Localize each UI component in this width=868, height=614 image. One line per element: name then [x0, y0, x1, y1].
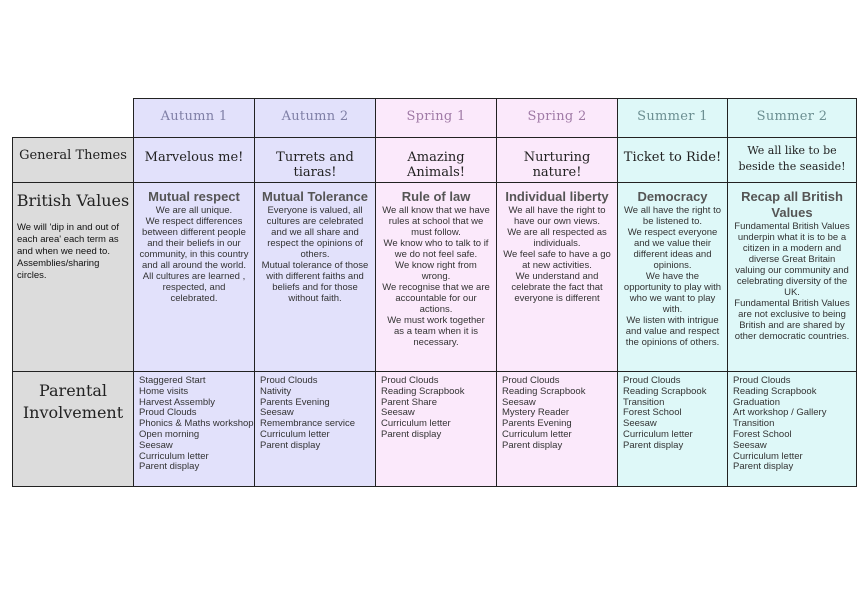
term-header-row — [13, 99, 857, 138]
parental-item: Reading Scrapbook — [502, 385, 586, 397]
parental-item: Nativity — [260, 385, 292, 397]
parental-item: Parent display — [623, 439, 684, 451]
term-summer-2: Summer 2 — [756, 109, 828, 124]
parental-item: Open morning — [139, 428, 200, 440]
parental-item: Proud Clouds — [139, 407, 197, 419]
parental-item: Parent Share — [381, 396, 437, 408]
parental-item: Proud Clouds — [733, 375, 791, 386]
parental-list-summer-1 — [618, 372, 727, 452]
parental-item: Seesaw — [139, 439, 173, 451]
parental-item: Curriculum letter — [502, 428, 572, 440]
parental-item: Harvest Assembly — [139, 396, 216, 408]
general-themes-row — [13, 138, 857, 183]
theme-autumn-1: Marvelous me! — [144, 150, 244, 165]
term-spring-1: Spring 1 — [406, 109, 466, 124]
term-spring-2: Spring 2 — [527, 109, 587, 124]
parental-item: Proud Clouds — [260, 375, 318, 386]
parental-item: Curriculum letter — [381, 418, 451, 430]
parental-list-summer-2 — [728, 372, 856, 473]
parental-item: Graduation — [733, 396, 781, 408]
parental-involvement-row — [13, 372, 857, 487]
theme-spring-1: Amazing Animals! — [406, 150, 466, 180]
parental-item: Parent display — [502, 439, 563, 451]
british-values-row — [13, 183, 857, 372]
parental-item: Curriculum letter — [139, 450, 209, 462]
parental-item: Parent display — [381, 428, 442, 440]
term-autumn-2: Autumn 2 — [281, 109, 349, 124]
parental-item: Parents Evening — [502, 418, 572, 430]
value-title-autumn-1: Mutual respect — [148, 189, 240, 204]
parental-item: Parents Evening — [260, 396, 330, 408]
value-title-spring-1: Rule of law — [401, 189, 471, 204]
value-body-spring-1: We all know that we have rules at school that we must follow. We know who to talk to if we do not feel safe. We know right from wrong. We recognise that we are accountable for our actions. We must work together as a team when it is necessary. — [382, 205, 490, 348]
general-themes-label: General Themes — [19, 148, 127, 163]
parental-item: Mystery Reader — [502, 407, 570, 419]
parental-item: Seesaw — [502, 396, 536, 408]
value-body-spring-2: We all have the right to have our own views. We are all respected as individuals. We feel safe to have a go at new activities. We understand and celebrate the fact that everyone is different — [503, 205, 611, 304]
parental-item: Transition — [733, 418, 775, 430]
parental-item: Parent display — [260, 439, 321, 451]
value-title-spring-2: Individual liberty — [505, 189, 609, 204]
parental-involvement-label: Parental Involvement — [22, 381, 124, 422]
parental-item: Seesaw — [260, 407, 294, 419]
theme-autumn-2: Turrets and tiaras! — [276, 150, 354, 180]
parental-item: Staggered Start — [139, 375, 206, 386]
parental-item: Parent display — [139, 461, 200, 473]
value-body-summer-1: We all have the right to be listened to. We respect everyone and we value their different ideas and opinions. We have the opportunity to play with who we want to play with. We listen with intrigue and value and respect the opinions of others. — [623, 205, 722, 348]
value-body-autumn-1: We are all unique. We respect differences between different people and their beliefs in our community, in this country and all around the world. All cultures are learned , respected, and celebrated. — [139, 205, 249, 304]
value-title-summer-1: Democracy — [637, 189, 708, 204]
parental-item: Seesaw — [623, 418, 657, 430]
parental-list-spring-2 — [497, 372, 617, 452]
theme-summer-1: Ticket to Ride! — [623, 150, 722, 165]
parental-item: Curriculum letter — [623, 428, 693, 440]
parental-item: Art workshop / Gallery — [733, 407, 827, 419]
parental-item: Seesaw — [381, 407, 415, 419]
parental-item: Proud Clouds — [381, 375, 439, 386]
parental-list-autumn-2 — [255, 372, 375, 452]
parental-item: Reading Scrapbook — [733, 385, 817, 397]
parental-item: Curriculum letter — [733, 450, 803, 462]
curriculum-table — [12, 98, 857, 487]
parental-list-autumn-1 — [134, 372, 254, 473]
parental-item: Remembrance service — [260, 418, 356, 430]
parental-item: Reading Scrapbook — [381, 385, 465, 397]
parental-list-spring-1 — [376, 372, 496, 441]
parental-item: Forest School — [623, 407, 682, 419]
british-values-note: We will 'dip in and out of each area' each term as and when we need to. Assemblies/sharing circles. — [17, 222, 119, 281]
blank-corner-cell — [13, 99, 134, 138]
theme-summer-2: We all like to be beside the seaside! — [738, 144, 846, 173]
parental-item: Curriculum letter — [260, 428, 330, 440]
value-body-summer-2: Fundamental British Values underpin what it is to be a citizen in a modern and diverse Great Britain valuing our community and celebrating diversity of the UK. Fundamental British Values are not exclusive to being British and are shared by other democratic countries. — [734, 221, 850, 342]
parental-item: Reading Scrapbook — [623, 385, 707, 397]
theme-spring-2: Nurturing nature! — [523, 150, 591, 180]
parental-item: Proud Clouds — [623, 375, 681, 386]
parental-item: Forest School — [733, 428, 792, 440]
parental-item: Transition — [623, 396, 665, 408]
value-body-autumn-2: Everyone is valued, all cultures are celebrated and we all share and respect the opinions of others. Mutual tolerance of those with different faiths and beliefs and for those without faith. — [261, 205, 369, 304]
parental-item: Phonics & Maths workshop — [139, 418, 254, 430]
term-summer-1: Summer 1 — [637, 109, 708, 124]
parental-item: Parent display — [733, 461, 794, 473]
parental-item: Home visits — [139, 385, 189, 397]
term-autumn-1: Autumn 1 — [160, 109, 228, 124]
value-title-summer-2: Recap all British Values — [741, 189, 843, 220]
value-title-autumn-2: Mutual Tolerance — [262, 189, 368, 204]
british-values-label: British Values — [16, 191, 130, 210]
parental-item: Proud Clouds — [502, 375, 560, 386]
parental-item: Seesaw — [733, 439, 767, 451]
